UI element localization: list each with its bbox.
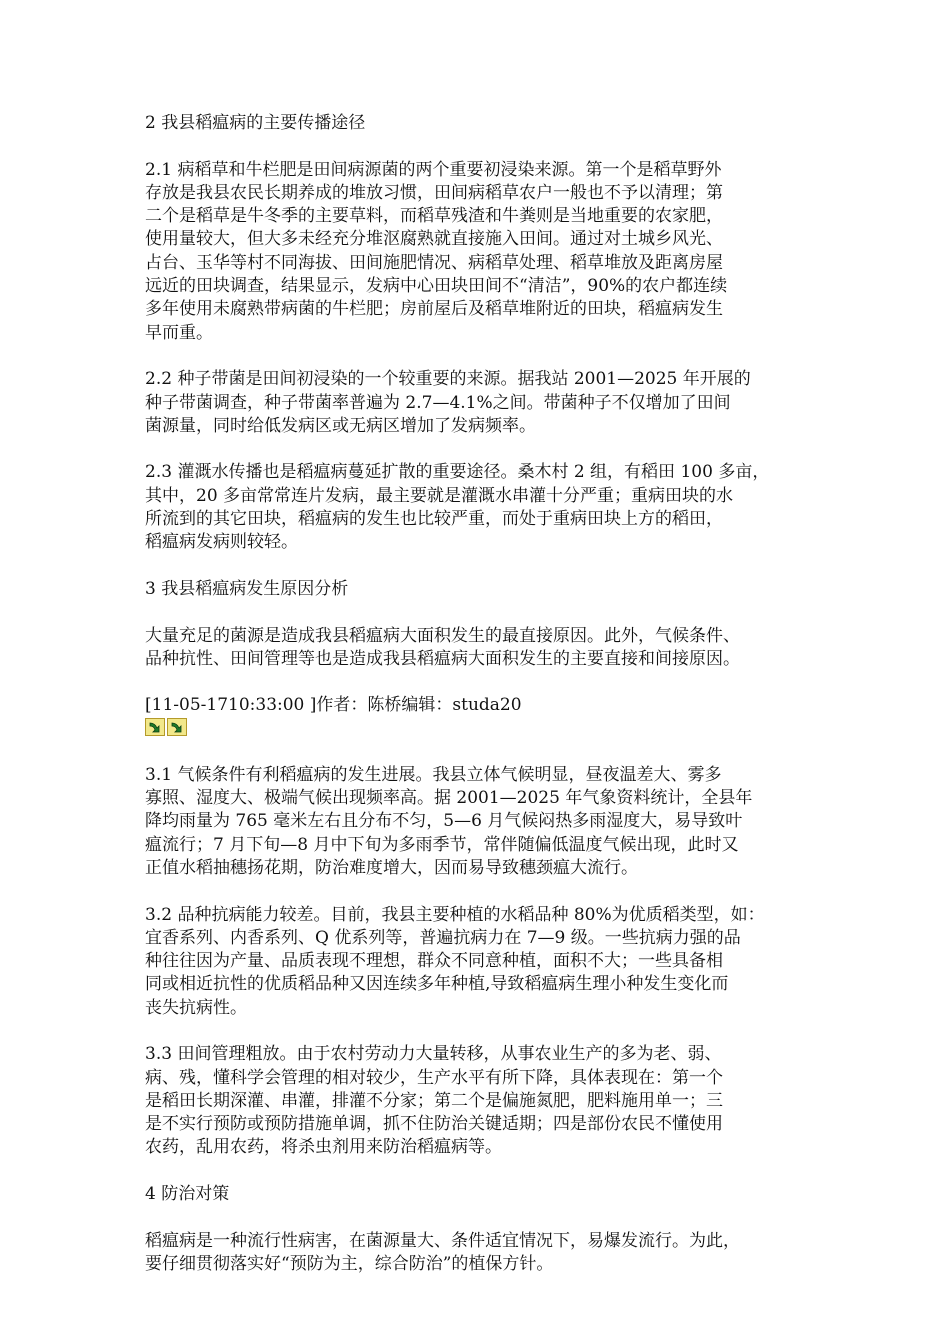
forward-arrow-icon[interactable] (167, 718, 187, 736)
text-line: 远近的田块调查，结果显示，发病中心田块田间不“清洁”，90%的农户都连续 (145, 276, 728, 297)
section-heading-4 (145, 1183, 825, 1206)
paragraph-3 (145, 625, 825, 672)
text-line: 是稻田长期深灌、串灌，排灌不分家；第二个是偏施氮肥，肥料施用单一；三 (145, 1090, 723, 1111)
arrow-glyph-icon (148, 720, 162, 734)
text-line: 大量充足的菌源是造成我县稻瘟病大面积发生的最直接原因。此外，气候条件、 (145, 625, 740, 646)
meta-line: [11-05-1710:33:00 ]作者：陈桥编辑：studa20 (145, 695, 522, 716)
text-line: 同或相近抗性的优质稻品种又因连续多年种植,导致稻瘟病生理小种发生变化而 (145, 974, 729, 995)
paragraph-2-1 (145, 159, 825, 345)
text-line: 稻瘟病是一种流行性病害，在菌源量大、条件适宜情况下，易爆发流行。为此， (145, 1230, 740, 1251)
text-line: 瘟流行；7 月下旬—8 月中下旬为多雨季节，常伴随偏低温度气候出现，此时又 (145, 834, 739, 855)
text-line: 使用量较大，但大多未经充分堆沤腐熟就直接施入田间。通过对土城乡风光、 (145, 229, 723, 250)
paragraph-3-1 (145, 764, 825, 880)
article-meta (145, 694, 825, 717)
text-line: 2.1 病稻草和牛栏肥是田间病源菌的两个重要初浸染来源。第一个是稻草野外 (145, 159, 722, 180)
text-line: 稻瘟病发病则较轻。 (145, 532, 298, 553)
text-line: 所流到的其它田块，稻瘟病的发生也比较严重，而处于重病田块上方的稻田， (145, 509, 723, 530)
text-line: 寡照、湿度大、极端气候出现频率高。据 2001—2025 年气象资料统计，全县年 (145, 788, 753, 809)
paragraph-3-3 (145, 1043, 825, 1159)
text-line: 其中，20 多亩常常连片发病，最主要就是灌溉水串灌十分严重；重病田块的水 (145, 485, 734, 506)
text-line: 占台、玉华等村不同海拔、田间施肥情况、病稻草处理、稻草堆放及距离房屋 (145, 252, 723, 273)
nav-icons (145, 718, 825, 738)
text-line: 2.3 灌溉水传播也是稻瘟病蔓延扩散的重要途径。桑木村 2 组，有稻田 100 多亩， (145, 462, 770, 483)
section-heading-3 (145, 578, 825, 601)
text-line: 品种抗性、田间管理等也是造成我县稻瘟病大面积发生的主要直接和间接原因。 (145, 648, 740, 669)
text-line: 病、残，懂科学会管理的相对较少，生产水平有所下降，具体表现在：第一个 (145, 1067, 723, 1088)
text-line: 丧失抗病性。 (145, 997, 247, 1018)
paragraph-4 (145, 1230, 825, 1277)
heading-text: 3 我县稻瘟病发生原因分析 (145, 578, 349, 599)
text-line: 存放是我县农民长期养成的堆放习惯，田间病稻草农户一般也不予以清理；第 (145, 182, 723, 203)
heading-text: 2 我县稻瘟病的主要传播途径 (145, 113, 366, 133)
back-arrow-icon[interactable] (145, 718, 165, 736)
text-line: 菌源量，同时给低发病区或无病区增加了发病频率。 (145, 415, 536, 436)
arrow-glyph-icon (170, 720, 184, 734)
text-line: 正值水稻抽穗扬花期，防治难度增大，因而易导致穗颈瘟大流行。 (145, 857, 638, 878)
text-line: 3.1 气候条件有利稻瘟病的发生进展。我县立体气候明显，昼夜温差大、雾多 (145, 764, 722, 785)
text-line: 早而重。 (145, 322, 213, 343)
text-line: 农药，乱用农药，将杀虫剂用来防治稻瘟病等。 (145, 1137, 502, 1158)
paragraph-2-2 (145, 368, 825, 438)
text-line: 多年使用未腐熟带病菌的牛栏肥；房前屋后及稻草堆附近的田块，稻瘟病发生 (145, 299, 723, 320)
text-line: 3.2 品种抗病能力较差。目前，我县主要种植的水稻品种 80%为优质稻类型，如： (145, 904, 765, 925)
text-line: 宜香系列、内香系列、Q 优系列等，普遍抗病力在 7—9 级。一些抗病力强的品 (145, 927, 741, 948)
text-line: 种往往因为产量、品质表现不理想，群众不同意种植，面积不大；一些具备相 (145, 951, 723, 972)
text-line: 是不实行预防或预防措施单调，抓不住防治关键适期；四是部份农民不懂使用 (145, 1114, 723, 1135)
paragraph-3-2 (145, 904, 825, 1020)
text-line: 要仔细贯彻落实好“预防为主，综合防治”的植保方针。 (145, 1253, 554, 1274)
text-line: 二个是稻草是牛冬季的主要草料，而稻草残渣和牛粪则是当地重要的农家肥， (145, 206, 723, 227)
text-line: 降均雨量为 765 毫米左右且分布不匀，5—6 月气候闷热多雨湿度大，易导致叶 (145, 811, 743, 832)
paragraph-2-3 (145, 461, 825, 554)
text-line: 3.3 田间管理粗放。由于农村劳动力大量转移，从事农业生产的多为老、弱、 (145, 1044, 722, 1065)
heading-text: 4 防治对策 (145, 1184, 230, 1205)
text-line: 种子带菌调查，种子带菌率普遍为 2.7—4.1%之间。带菌种子不仅增加了田间 (145, 392, 731, 413)
section-heading-2 (145, 112, 825, 135)
document-body (145, 112, 825, 1300)
text-line: 2.2 种子带菌是田间初浸染的一个较重要的来源。据我站 2001—2025 年开展的 (145, 369, 751, 390)
